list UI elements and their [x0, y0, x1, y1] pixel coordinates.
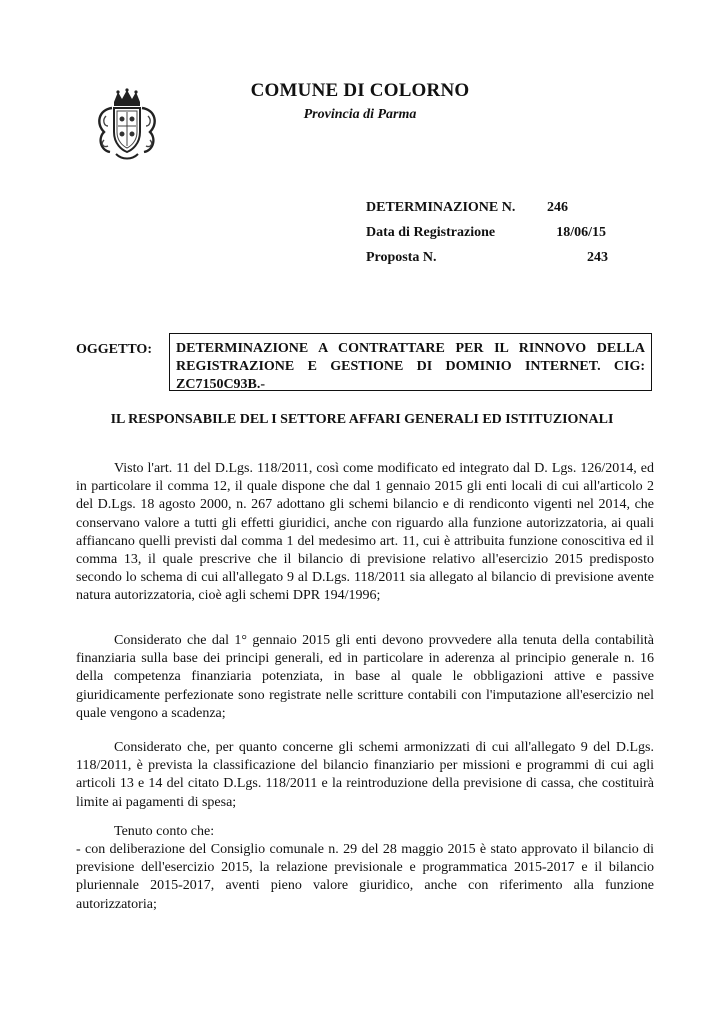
- determination-number-label: DETERMINAZIONE N.: [366, 200, 516, 215]
- paragraph-considerato-2-text: Considerato che, per quanto concerne gli schemi armonizzati di cui all'allegato 9 del D.Lgs. 118/2011, è prevista la classificazione del bilancio finanziario per missioni e programmi di cui agli articoli 13 e 14 del citato D.Lgs. 118/2011 e la reintroduzione della previsione di cassa, che costituirà limite ai pagamenti di spesa;: [76, 740, 654, 810]
- determination-number-value: 246: [547, 200, 568, 215]
- paragraph-considerato-2: [76, 739, 654, 812]
- responsible-heading: IL RESPONSABILE DEL I SETTORE AFFARI GENERALI ED ISTITUZIONALI: [110, 412, 614, 427]
- paragraph-tenuto-conto: - con deliberazione del Consiglio comunale n. 29 del 28 maggio 2015 è stato approvato il bilancio di previsione dell'esercizio 2015, la relazione previsionale e programmatica 2015-2017 e il bilancio pluriennale 2015-2017, aventi pieno valore giuridico, anche con riferimento alla funzione autorizzatoria;: [76, 842, 654, 912]
- province-subtitle: Provincia di Parma: [303, 107, 417, 122]
- subject-label: OGGETTO:: [76, 342, 152, 357]
- registration-date-label: Data di Registrazione: [366, 225, 496, 240]
- paragraph-considerato-1: [76, 632, 654, 723]
- paragraph-tenuto-conto-intro: [76, 823, 654, 841]
- subject-box: DETERMINAZIONE A CONTRATTARE PER IL RINNOVO DELLA REGISTRAZIONE E GESTIONE DI DOMINIO INTERNET. CIG: ZC7150C93B.-: [169, 333, 652, 391]
- coat-of-arms-icon: [92, 88, 162, 162]
- paragraph-visto: [76, 460, 654, 606]
- proposal-number-label: Proposta N.: [366, 250, 437, 265]
- municipality-title: COMUNE DI COLORNO: [250, 80, 470, 101]
- paragraph-considerato-1-text: Considerato che dal 1° gennaio 2015 gli enti devono provvedere alla tenuta della contabilità finanziaria sulla base dei principi generali, ed in particolare in aderenza al principio generale n. 16 della competenza finanziaria potenziata, in base al quale le obbligazioni attive e passive giuridicamente perfezionate sono registrate nelle scritture contabili con l'imputazione all'esercizio nel quale vengono a scadenza;: [76, 633, 654, 721]
- paragraph-tenuto-conto-intro-text: Tenuto conto che:: [114, 824, 215, 839]
- paragraph-visto-text: Visto l'art. 11 del D.Lgs. 118/2011, così come modificato ed integrato dal D. Lgs. 126/2014, ed in particolare il comma 12, il quale dispone che dal 1 gennaio 2015 gli enti locali di cui all'articolo 2 del D.Lgs. 18 agosto 2000, n. 267 adottano gli schemi bilancio e di rendiconto vigenti nel 2014, che conservano valore a tutti gli effetti giuridici, anche con riguardo alla funzione autorizzatoria, ai quali affiancano quelli previsti dal comma 1 del medesimo art. 11, cui è attribuita funzione conoscitiva ed il comma 13, il quale prescrive che il bilancio di previsione relativo all'esercizio 2015 predisposto secondo lo schema di cui all'allegato 9 al D.Lgs. 118/2011 sia allegato al bilancio di previsione avente natura autorizzatoria, cioè agli schemi DPR 194/1996;: [76, 461, 654, 604]
- registration-date-value: 18/06/15: [556, 225, 606, 240]
- proposal-number-value: 243: [587, 250, 608, 265]
